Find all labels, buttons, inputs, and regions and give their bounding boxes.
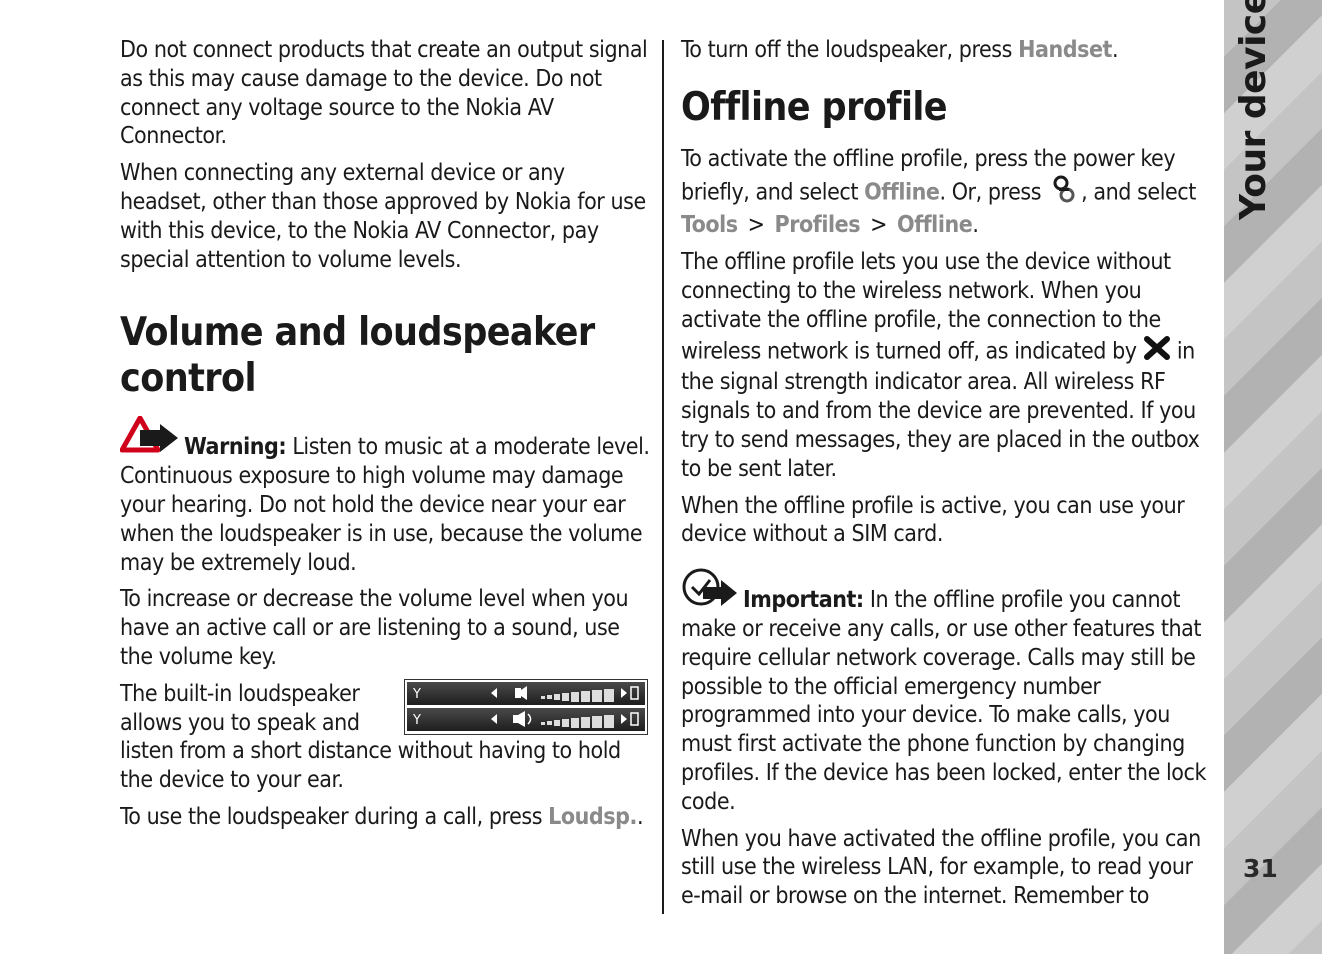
warning-label: Warning: xyxy=(184,434,287,461)
screen-row xyxy=(407,708,645,731)
text: , and select xyxy=(1081,179,1196,205)
paragraph: To increase or decrease the volume level when you have an active call or are listening to a sound, use the volume key. xyxy=(120,586,629,670)
paragraph xyxy=(120,803,650,832)
paragraph xyxy=(681,145,1213,240)
screen-row xyxy=(407,682,645,705)
paragraph xyxy=(681,36,1213,65)
path-separator: > xyxy=(870,212,887,239)
paragraph: When you have activated the offline profile, you can still use the wireless LAN, for example, to read your e-mail or browse on the internet. Remember to xyxy=(681,825,1201,910)
offline-command: Offline xyxy=(864,179,940,205)
text: . Or, press xyxy=(939,179,1048,205)
svg-text:Y: Y xyxy=(413,712,421,728)
offline-command: Offline xyxy=(896,212,973,239)
paragraph xyxy=(681,248,1213,483)
loudsp-command: Loudsp. xyxy=(548,803,637,830)
paragraph: When connecting any external device or any headset, other than those approved by Nokia for use with this device, to the Nokia AV Connector, pay special attention to volume levels. xyxy=(120,160,646,273)
paragraph: Do not connect products that create an output signal as this may cause damage to the device. Do not connect any voltage source to the Nokia AV Connector. xyxy=(120,37,648,150)
section-heading: Offline profile xyxy=(681,84,947,130)
section-heading: Volume and loudspeaker control xyxy=(120,310,595,402)
important-icon xyxy=(681,567,739,615)
left-column xyxy=(120,36,650,840)
text: To turn off the loudspeaker, press xyxy=(681,37,1019,63)
text: in the signal strength indicator area. All wireless RF signals to and from the device are prevented. If you try to send messages, they are placed in the outbox to be sent later. xyxy=(681,337,1200,482)
page-number: 31 xyxy=(1243,854,1278,883)
column-divider xyxy=(662,40,664,914)
text: . xyxy=(1112,37,1119,63)
important-label: Important: xyxy=(743,587,864,614)
text: To use the loudspeaker during a call, press xyxy=(120,803,549,830)
text: . xyxy=(972,212,979,239)
tools-command: Tools xyxy=(681,212,738,239)
important-paragraph xyxy=(681,567,1213,816)
text: The offline profile lets you use the device without connecting to the wireless network. When you activate the offline profile, the connection to the wireless network is turned off, as indicated by xyxy=(681,249,1171,364)
important-text: In the offline profile you cannot make or receive any calls, or use other features that require cellular network coverage. Calls may still be possible to the official emergency number programmed into your device. To make calls, you must first activate the phone function by changing profiles. If the device has been locked, enter the lock code. xyxy=(681,587,1206,815)
profiles-command: Profiles xyxy=(774,212,861,239)
svg-text:Y: Y xyxy=(413,686,421,702)
right-column xyxy=(681,36,1213,919)
handset-command: Handset xyxy=(1018,37,1113,63)
warning-paragraph xyxy=(120,416,650,577)
chapter-title xyxy=(1233,160,1322,220)
warning-icon xyxy=(120,416,180,462)
text: . xyxy=(636,803,644,830)
menu-key-icon xyxy=(1047,174,1081,212)
paragraph: When the offline profile is active, you can use your device without a SIM card. xyxy=(681,492,1185,548)
volume-screen-image xyxy=(404,679,648,735)
offline-x-icon xyxy=(1143,335,1171,369)
warning-text: Listen to music at a moderate level. Continuous exposure to high volume may damage your hearing. Do not hold the device near your ear when the loudspeaker is in use, because the volume may be extremely loud. xyxy=(120,434,650,576)
path-separator: > xyxy=(747,212,765,239)
loudspeaker-text: The built-in loudspeaker allows you to speak and listen from a short distance without having to hold the device to your ear. xyxy=(120,680,621,794)
loudspeaker-paragraph xyxy=(120,680,650,795)
text: To activate the offline profile, press the power key briefly, and select xyxy=(681,145,1176,205)
